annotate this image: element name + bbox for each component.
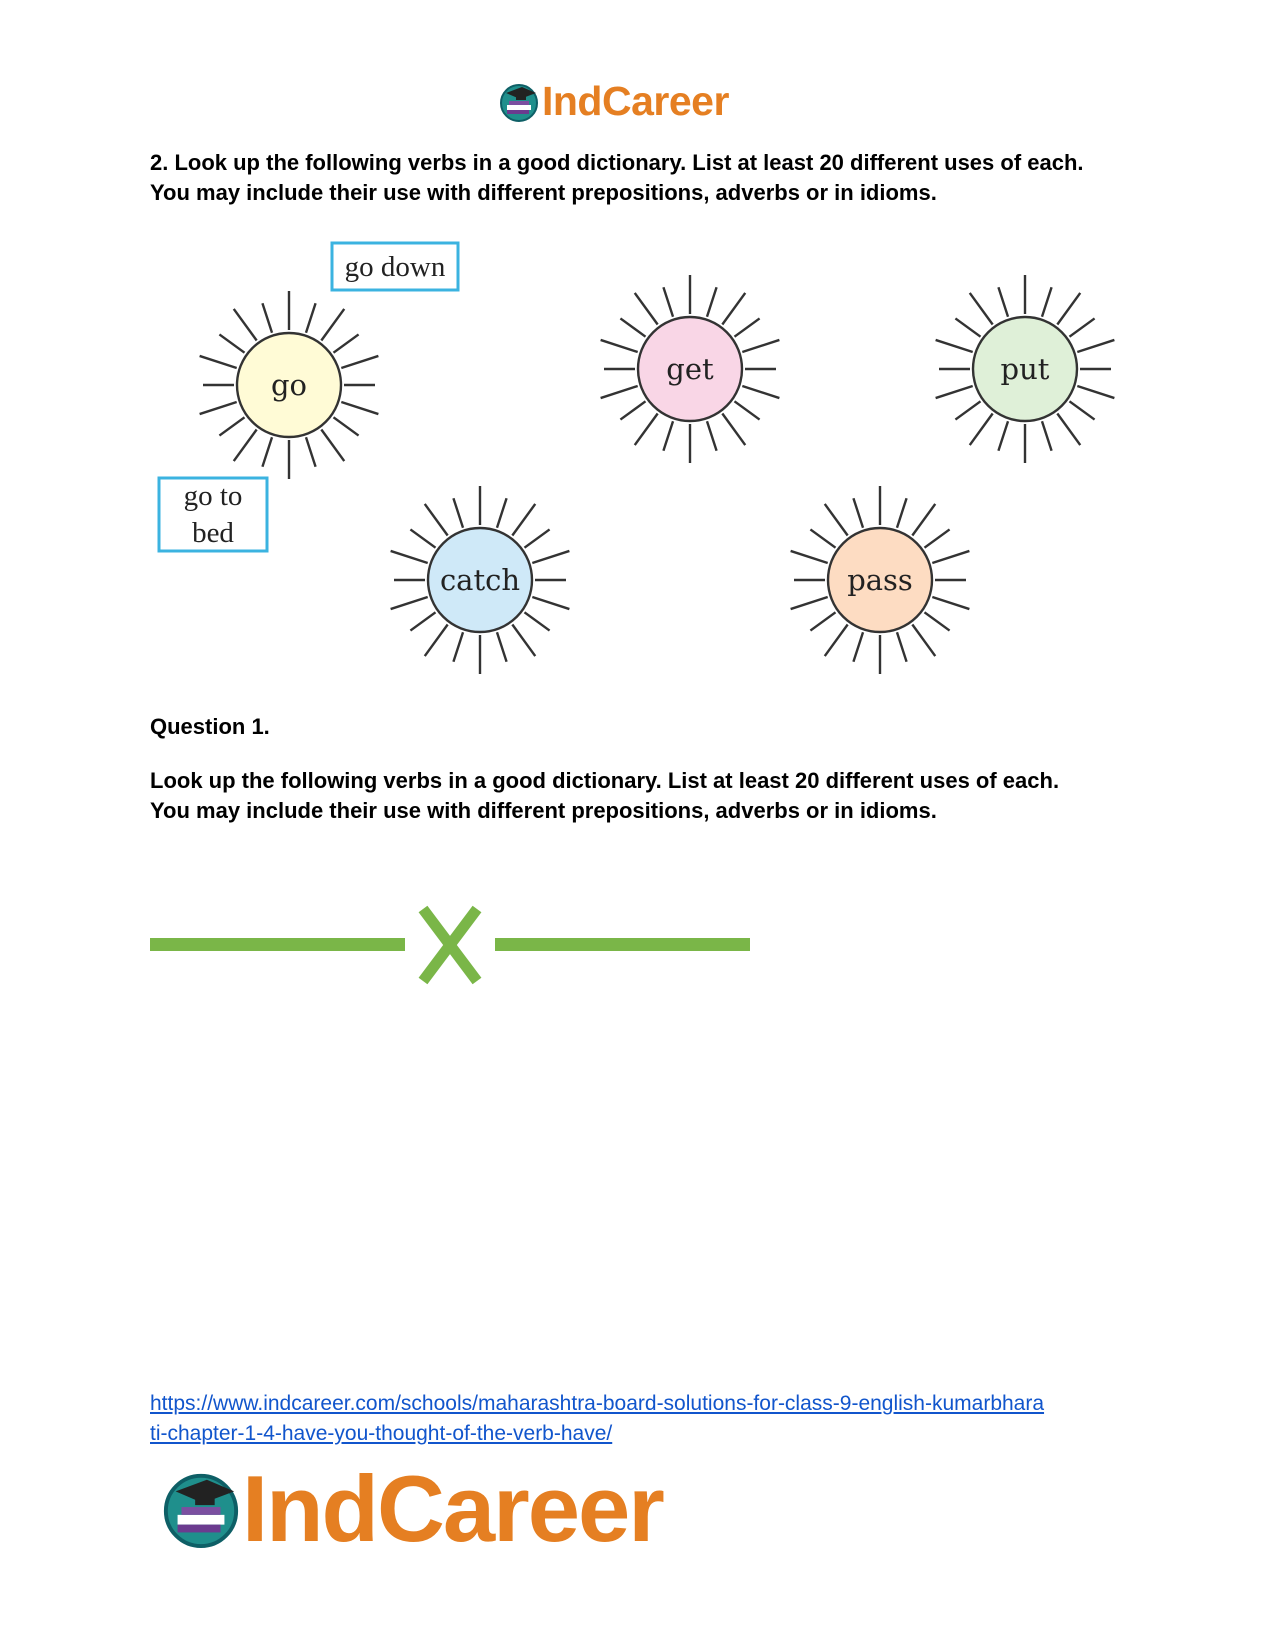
- question-label: [150, 712, 1140, 742]
- x-icon: [423, 909, 477, 981]
- verb-sun-get: [601, 275, 780, 463]
- sun-ray: [742, 340, 779, 352]
- sun-ray: [897, 632, 907, 661]
- question-text: [150, 766, 1140, 826]
- sun-ray: [1077, 340, 1114, 352]
- section-divider: [150, 905, 750, 985]
- source-link-line-2[interactable]: ti-chapter-1-4-have-you-thought-of-the-verb-have/: [150, 1422, 613, 1445]
- divider-left-bar: [150, 938, 405, 951]
- sun-ray: [734, 401, 759, 419]
- sun-ray: [532, 551, 569, 563]
- sun-ray: [453, 632, 463, 661]
- sun-ray: [912, 504, 935, 536]
- go-to-label: go to: [183, 480, 243, 512]
- logo-wordmark-large: IndCareer: [242, 1456, 663, 1561]
- verb-sun-catch: [391, 486, 570, 674]
- sun-ray: [1042, 421, 1052, 450]
- question-line-1: Look up the following verbs in a good dictionary. List at least 20 different uses of each.: [150, 768, 1060, 793]
- sun-ray: [825, 624, 848, 656]
- sun-ray: [742, 386, 779, 398]
- sun-ray: [601, 340, 638, 352]
- sun-ray: [512, 504, 535, 536]
- sun-ray: [998, 421, 1008, 450]
- sun-ray: [635, 413, 658, 445]
- sun-ray: [620, 401, 645, 419]
- sun-ray: [200, 402, 237, 414]
- sun-ray: [663, 287, 673, 316]
- sun-ray: [810, 529, 835, 547]
- sun-ray: [924, 529, 949, 547]
- sun-ray: [825, 504, 848, 536]
- go-to-bed-box: [159, 478, 267, 551]
- go-down-box: [332, 243, 458, 290]
- sun-ray: [970, 413, 993, 445]
- sun-ray: [955, 401, 980, 419]
- sun-ray: [853, 632, 863, 661]
- sun-ray: [341, 356, 378, 368]
- source-link-line-1[interactable]: https://www.indcareer.com/schools/maharashtra-board-solutions-for-class-9-english-kumarbhara: [150, 1392, 1045, 1415]
- sun-ray: [791, 551, 828, 563]
- sun-ray: [219, 334, 244, 352]
- question-line-2: You may include their use with different prepositions, adverbs or in idioms.: [150, 798, 937, 823]
- verb-sun-put: [936, 275, 1115, 463]
- sun-ray: [663, 421, 673, 450]
- sun-ray: [306, 437, 316, 466]
- question-number: Question 1.: [150, 714, 270, 739]
- sun-ray: [341, 402, 378, 414]
- logo-bottom: [160, 1455, 663, 1563]
- sun-ray: [620, 318, 645, 336]
- sun-ray: [734, 318, 759, 336]
- verb-label-catch: catch: [439, 563, 521, 597]
- verb-sun-pass: [791, 486, 970, 674]
- sun-ray: [410, 529, 435, 547]
- verb-label-put: put: [1000, 352, 1050, 386]
- sun-ray: [1069, 318, 1094, 336]
- bed-label: bed: [192, 517, 234, 549]
- sun-ray: [924, 612, 949, 630]
- sun-ray: [524, 529, 549, 547]
- sun-ray: [200, 356, 237, 368]
- sun-ray: [262, 303, 272, 332]
- sun-ray: [970, 293, 993, 325]
- sun-ray: [532, 597, 569, 609]
- sun-ray: [936, 386, 973, 398]
- verb-sun-go: [200, 291, 379, 479]
- sun-ray: [234, 309, 257, 341]
- sun-ray: [1057, 413, 1080, 445]
- sun-ray: [497, 632, 507, 661]
- sun-ray: [722, 413, 745, 445]
- sun-ray: [722, 293, 745, 325]
- sun-ray: [932, 551, 969, 563]
- verb-label-get: get: [666, 352, 714, 386]
- sun-ray: [234, 429, 257, 461]
- sun-ray: [219, 417, 244, 435]
- sun-ray: [601, 386, 638, 398]
- sun-ray: [897, 498, 907, 527]
- task-line-1: 2. Look up the following verbs in a good dictionary. List at least 20 different uses of each.: [150, 150, 1084, 175]
- sun-ray: [453, 498, 463, 527]
- sun-ray: [321, 429, 344, 461]
- sun-ray: [1042, 287, 1052, 316]
- sun-ray: [1077, 386, 1114, 398]
- sun-ray: [306, 303, 316, 332]
- sun-ray: [1057, 293, 1080, 325]
- go-down-label: go down: [344, 251, 446, 283]
- sun-ray: [1069, 401, 1094, 419]
- sun-ray: [932, 597, 969, 609]
- sun-ray: [333, 334, 358, 352]
- divider-right-bar: [495, 938, 750, 951]
- source-link[interactable]: [150, 1389, 1130, 1449]
- sun-ray: [391, 597, 428, 609]
- sun-ray: [635, 293, 658, 325]
- verb-label-go: go: [270, 368, 308, 402]
- sun-ray: [810, 612, 835, 630]
- sun-ray: [321, 309, 344, 341]
- sun-ray: [707, 287, 717, 316]
- graduation-globe-icon: [160, 1468, 242, 1550]
- sun-ray: [912, 624, 935, 656]
- verb-label-pass: pass: [847, 563, 913, 597]
- sun-ray: [391, 551, 428, 563]
- sun-ray: [936, 340, 973, 352]
- sun-ray: [998, 287, 1008, 316]
- sun-ray: [955, 318, 980, 336]
- sun-ray: [791, 597, 828, 609]
- sun-ray: [512, 624, 535, 656]
- verb-sun-diagram: [0, 0, 1275, 700]
- logo-wordmark: IndCareer: [542, 78, 729, 124]
- sun-ray: [262, 437, 272, 466]
- sun-ray: [853, 498, 863, 527]
- sun-ray: [524, 612, 549, 630]
- task-line-2: You may include their use with different prepositions, adverbs or in idioms.: [150, 180, 937, 205]
- sun-ray: [410, 612, 435, 630]
- sun-ray: [425, 624, 448, 656]
- sun-ray: [497, 498, 507, 527]
- sun-ray: [707, 421, 717, 450]
- sun-ray: [333, 417, 358, 435]
- sun-ray: [425, 504, 448, 536]
